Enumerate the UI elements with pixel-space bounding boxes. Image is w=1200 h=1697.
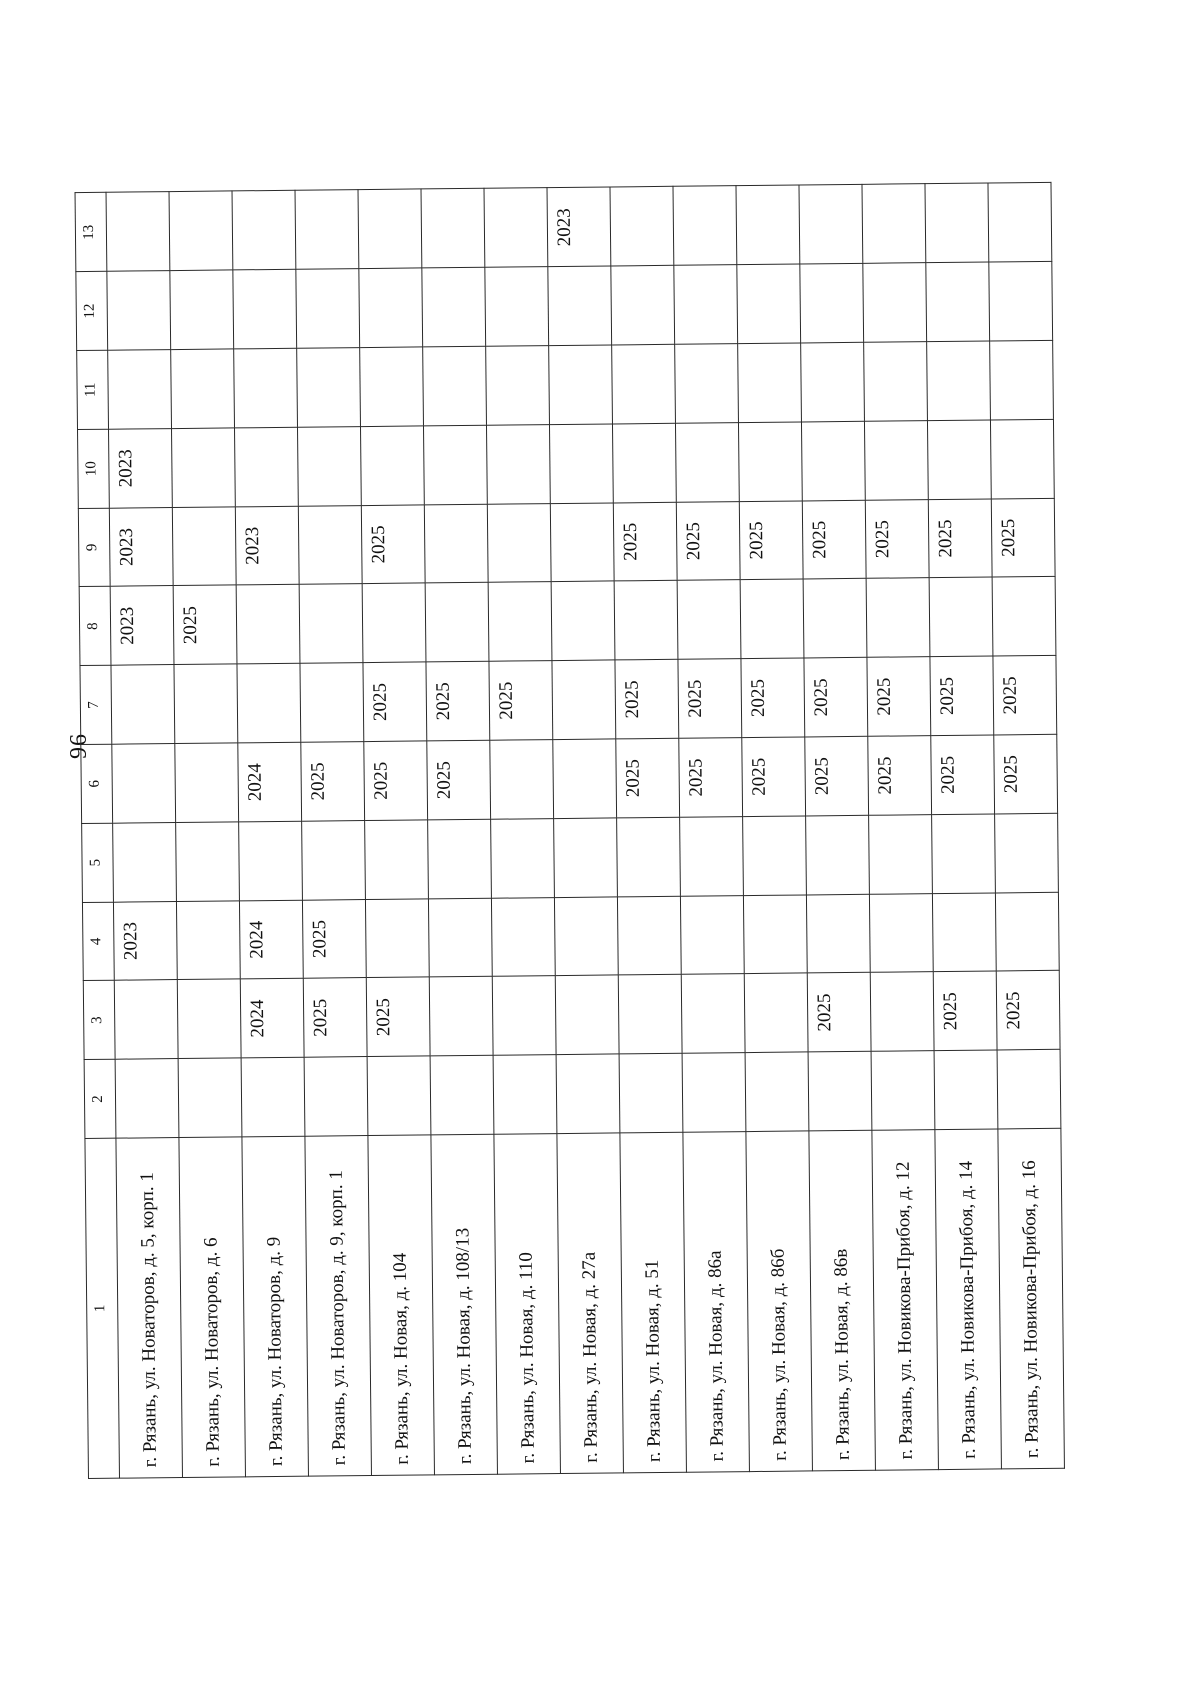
year-cell-col-13	[673, 186, 737, 265]
year-cell-col-5	[239, 821, 303, 900]
address-cell: г. Рязань, ул. Новая, д. 86в	[809, 1130, 876, 1471]
year-cell-col-7: 2025	[615, 659, 679, 738]
year-cell-col-9: 2025	[613, 502, 677, 581]
year-cell-col-9	[424, 504, 488, 583]
year-cell-col-13	[421, 189, 485, 268]
year-cell-col-8	[236, 585, 300, 664]
column-header-5: 5	[82, 823, 114, 902]
schedule-table	[75, 182, 1065, 1479]
year-cell-col-4: 2023	[113, 901, 177, 980]
year-cell-col-11	[234, 348, 298, 427]
year-cell-col-4	[743, 895, 807, 974]
year-cell-col-9: 2025	[676, 501, 740, 580]
year-cell-col-6: 2025	[931, 735, 995, 814]
year-cell-col-2	[619, 1053, 683, 1132]
year-cell-col-2	[871, 1051, 935, 1130]
year-cell-col-7	[552, 660, 616, 739]
year-cell-col-5	[680, 816, 744, 895]
year-cell-col-6: 2025	[679, 738, 743, 817]
column-header-12: 12	[76, 271, 108, 350]
address-cell: г. Рязань, ул. Новаторов, д. 5, корп. 1	[116, 1138, 183, 1479]
year-cell-col-13	[232, 191, 296, 270]
year-cell-col-10	[360, 426, 424, 505]
year-cell-col-3	[555, 975, 619, 1054]
year-cell-col-9: 2025	[361, 505, 425, 584]
year-cell-col-2	[304, 1057, 368, 1136]
year-cell-col-7: 2025	[426, 661, 490, 740]
year-cell-col-13: 2023	[547, 187, 611, 266]
column-header-8: 8	[79, 587, 111, 666]
year-cell-col-10	[486, 424, 550, 503]
year-cell-col-8: 2025	[173, 585, 237, 664]
address-cell: г. Рязань, ул. Новикова-Прибоя, д. 12	[872, 1130, 939, 1471]
year-cell-col-5	[428, 819, 492, 898]
year-cell-col-8: 2023	[110, 586, 174, 665]
year-cell-col-6: 2025	[805, 736, 869, 815]
year-cell-col-9	[550, 503, 614, 582]
column-header-9: 9	[78, 508, 110, 587]
year-cell-col-2	[367, 1056, 431, 1135]
year-cell-col-3	[177, 979, 241, 1058]
year-cell-col-5	[932, 814, 996, 893]
year-cell-col-5	[176, 822, 240, 901]
year-cell-col-2	[682, 1053, 746, 1132]
year-cell-col-13	[106, 192, 170, 271]
year-cell-col-12	[989, 262, 1053, 341]
year-cell-col-2	[115, 1059, 179, 1138]
year-cell-col-3	[870, 972, 934, 1051]
year-cell-col-6: 2025	[616, 738, 680, 817]
year-cell-col-8	[614, 581, 678, 660]
year-cell-col-2	[556, 1054, 620, 1133]
year-cell-col-7: 2025	[678, 659, 742, 738]
year-cell-col-11	[801, 342, 865, 421]
year-cell-col-9	[298, 505, 362, 584]
year-cell-col-10	[675, 422, 739, 501]
address-cell: г. Рязань, ул. Новая, д. 104	[368, 1135, 435, 1476]
year-cell-col-4	[869, 893, 933, 972]
column-header-6: 6	[81, 744, 113, 823]
year-cell-col-4	[617, 896, 681, 975]
year-cell-col-2	[493, 1055, 557, 1134]
year-cell-col-8	[488, 582, 552, 661]
year-cell-col-2	[997, 1050, 1061, 1129]
year-cell-col-9: 2025	[928, 499, 992, 578]
year-cell-col-13	[799, 185, 863, 264]
year-cell-col-10	[297, 426, 361, 505]
year-cell-col-10	[549, 424, 613, 503]
year-cell-col-3: 2025	[933, 971, 997, 1050]
year-cell-col-10	[234, 427, 298, 506]
year-cell-col-8	[992, 577, 1056, 656]
address-cell: г. Рязань, ул. Новаторов, д. 6	[179, 1137, 246, 1478]
year-cell-col-6: 2025	[364, 741, 428, 820]
page-number: 96	[66, 733, 92, 759]
year-cell-col-3	[618, 975, 682, 1054]
year-cell-col-8	[677, 580, 741, 659]
year-cell-col-10	[172, 428, 236, 507]
year-cell-col-13	[862, 184, 926, 263]
year-cell-col-4	[176, 900, 240, 979]
year-cell-col-3: 2025	[996, 971, 1060, 1050]
year-cell-col-4	[491, 897, 555, 976]
address-cell: г. Рязань, ул. Новая, д. 86а	[683, 1132, 750, 1473]
year-cell-col-7	[174, 664, 238, 743]
year-cell-col-8	[362, 583, 426, 662]
column-header-3: 3	[83, 981, 115, 1060]
year-cell-col-12	[548, 266, 612, 345]
address-cell: г. Рязань, ул. Новая, д. 51	[620, 1132, 687, 1473]
year-cell-col-7: 2025	[804, 658, 868, 737]
year-cell-col-6	[553, 739, 617, 818]
year-cell-col-7: 2025	[363, 662, 427, 741]
year-cell-col-11	[297, 348, 361, 427]
year-cell-col-10	[612, 423, 676, 502]
column-header-4: 4	[82, 902, 114, 981]
address-cell: г. Рязань, ул. Новаторов, д. 9, корп. 1	[305, 1136, 372, 1477]
year-cell-col-4: 2025	[302, 899, 366, 978]
year-cell-col-3	[744, 973, 808, 1052]
year-cell-col-11	[990, 340, 1054, 419]
year-cell-col-12	[485, 267, 549, 346]
year-cell-col-5	[365, 820, 429, 899]
address-cell: г. Рязань, ул. Новая, д. 110	[494, 1134, 561, 1475]
year-cell-col-10	[927, 420, 991, 499]
year-cell-col-4	[554, 897, 618, 976]
year-cell-col-4	[365, 899, 429, 978]
year-cell-col-3	[681, 974, 745, 1053]
year-cell-col-6: 2025	[301, 742, 365, 821]
year-cell-col-8	[425, 583, 489, 662]
year-cell-col-4	[428, 898, 492, 977]
year-cell-col-5	[302, 820, 366, 899]
year-cell-col-12	[359, 268, 423, 347]
year-cell-col-3	[492, 976, 556, 1055]
year-cell-col-4	[806, 894, 870, 973]
year-cell-col-7: 2025	[489, 661, 553, 740]
address-cell: г. Рязань, ул. Новаторов, д. 9	[242, 1136, 309, 1477]
year-cell-col-11	[738, 343, 802, 422]
year-cell-col-2	[808, 1051, 872, 1130]
year-cell-col-10	[990, 419, 1054, 498]
year-cell-col-8	[299, 584, 363, 663]
year-cell-col-7: 2025	[993, 656, 1057, 735]
address-cell: г. Рязань, ул. Новикова-Прибоя, д. 14	[935, 1129, 1002, 1470]
year-cell-col-10	[423, 425, 487, 504]
year-cell-col-5	[491, 818, 555, 897]
year-cell-col-9: 2025	[739, 501, 803, 580]
year-cell-col-6: 2025	[868, 736, 932, 815]
year-cell-col-11	[927, 341, 991, 420]
year-cell-col-13	[736, 185, 800, 264]
year-cell-col-12	[926, 262, 990, 341]
year-cell-col-8	[803, 579, 867, 658]
year-cell-col-2	[178, 1058, 242, 1137]
year-cell-col-12	[422, 268, 486, 347]
year-cell-col-2	[430, 1055, 494, 1134]
year-cell-col-7	[111, 665, 175, 744]
year-cell-col-12	[611, 266, 675, 345]
year-cell-col-9	[487, 503, 551, 582]
year-cell-col-7	[237, 663, 301, 742]
year-cell-col-3	[114, 980, 178, 1059]
year-cell-col-12	[170, 270, 234, 349]
year-cell-col-13	[925, 183, 989, 262]
year-cell-col-12	[800, 264, 864, 343]
year-cell-col-11	[423, 346, 487, 425]
year-cell-col-3: 2024	[240, 979, 304, 1058]
table-body	[106, 183, 1064, 1478]
year-cell-col-12	[296, 269, 360, 348]
year-cell-col-7: 2025	[930, 656, 994, 735]
year-cell-col-2	[241, 1057, 305, 1136]
year-cell-col-9: 2025	[802, 500, 866, 579]
address-cell: г. Рязань, ул. Новая, д. 86б	[746, 1131, 813, 1472]
year-cell-col-3	[429, 977, 493, 1056]
year-cell-col-12	[233, 269, 297, 348]
year-cell-col-3: 2025	[366, 977, 430, 1056]
year-cell-col-13	[169, 191, 233, 270]
year-cell-col-4	[680, 895, 744, 974]
address-cell: г. Рязань, ул. Новикова-Прибоя, д. 16	[998, 1128, 1065, 1469]
year-cell-col-8	[929, 577, 993, 656]
year-cell-col-12	[863, 263, 927, 342]
year-cell-col-11	[612, 344, 676, 423]
column-header-2: 2	[84, 1059, 116, 1138]
year-cell-col-10: 2023	[109, 428, 173, 507]
year-cell-col-13	[610, 187, 674, 266]
year-cell-col-2	[745, 1052, 809, 1131]
year-cell-col-9: 2023	[109, 507, 173, 586]
year-cell-col-8	[740, 579, 804, 658]
year-cell-col-10	[801, 421, 865, 500]
year-cell-col-6	[175, 743, 239, 822]
year-cell-col-11	[864, 342, 928, 421]
year-cell-col-6: 2025	[994, 734, 1058, 813]
year-cell-col-13	[988, 183, 1052, 262]
year-cell-col-5	[554, 818, 618, 897]
year-cell-col-9	[172, 507, 236, 586]
address-cell: г. Рязань, ул. Новая, д. 27а	[557, 1133, 624, 1474]
year-cell-col-5	[617, 817, 681, 896]
year-cell-col-6: 2025	[742, 737, 806, 816]
year-cell-col-6	[490, 740, 554, 819]
year-cell-col-5	[806, 815, 870, 894]
address-cell: г. Рязань, ул. Новая, д. 108/13	[431, 1134, 498, 1475]
year-cell-col-11	[108, 350, 172, 429]
year-cell-col-5	[869, 814, 933, 893]
column-header-7: 7	[80, 665, 112, 744]
year-cell-col-12	[107, 271, 171, 350]
year-cell-col-3: 2025	[807, 973, 871, 1052]
year-cell-col-6: 2025	[427, 740, 491, 819]
year-cell-col-10	[864, 420, 928, 499]
year-cell-col-5	[743, 816, 807, 895]
year-cell-col-11	[486, 346, 550, 425]
year-cell-col-5	[995, 813, 1059, 892]
year-cell-col-3: 2025	[303, 978, 367, 1057]
column-header-11: 11	[77, 350, 109, 429]
year-cell-col-6	[112, 744, 176, 823]
year-cell-col-11	[171, 349, 235, 428]
year-cell-col-11	[360, 347, 424, 426]
year-cell-col-12	[737, 264, 801, 343]
year-cell-col-12	[674, 265, 738, 344]
year-cell-col-13	[358, 189, 422, 268]
year-cell-col-9: 2025	[991, 498, 1055, 577]
column-header-1: 1	[85, 1138, 120, 1478]
year-cell-col-9: 2023	[235, 506, 299, 585]
year-cell-col-8	[551, 581, 615, 660]
year-cell-col-7: 2025	[867, 657, 931, 736]
year-cell-col-4: 2024	[239, 900, 303, 979]
year-cell-col-4	[932, 893, 996, 972]
year-cell-col-11	[675, 344, 739, 423]
year-cell-col-4	[995, 892, 1059, 971]
year-cell-col-13	[295, 190, 359, 269]
year-cell-col-7: 2025	[741, 658, 805, 737]
column-header-13: 13	[75, 193, 107, 272]
year-cell-col-2	[934, 1050, 998, 1129]
year-cell-col-8	[866, 578, 930, 657]
year-cell-col-5	[113, 822, 177, 901]
table-row	[988, 183, 1064, 1469]
year-cell-col-6: 2024	[238, 742, 302, 821]
year-cell-col-11	[549, 345, 613, 424]
year-cell-col-9: 2025	[865, 499, 929, 578]
column-header-10: 10	[78, 429, 110, 508]
year-cell-col-10	[738, 422, 802, 501]
year-cell-col-7	[300, 663, 364, 742]
year-cell-col-13	[484, 188, 548, 267]
schedule-table-wrapper	[75, 182, 1065, 1479]
